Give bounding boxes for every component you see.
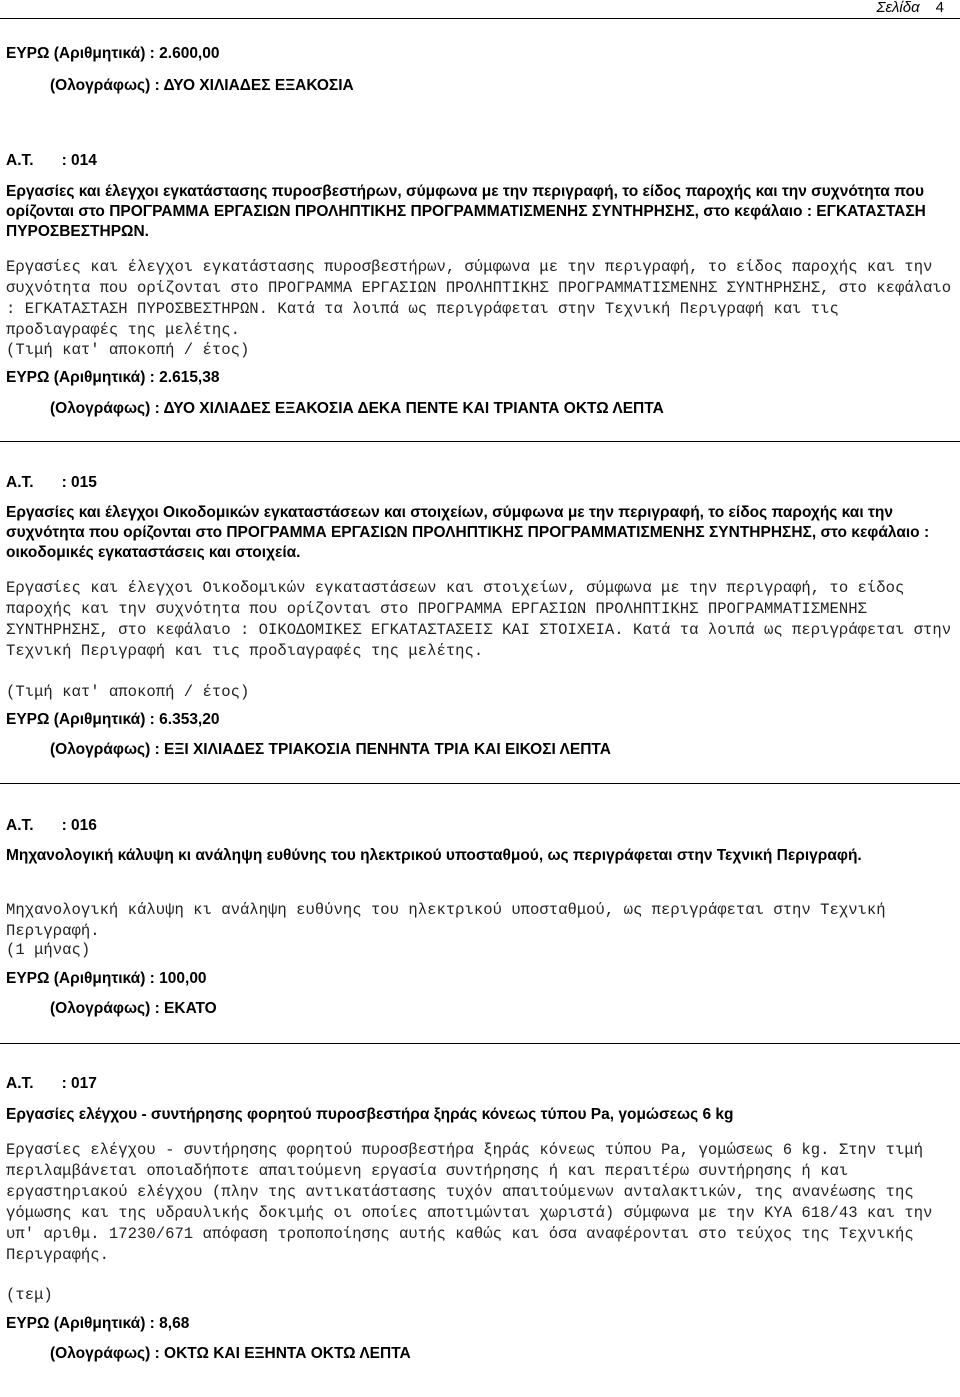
at-label: Α.Τ. bbox=[6, 152, 34, 169]
item-unit: (1 μήνας) bbox=[6, 941, 91, 959]
section-divider bbox=[0, 783, 960, 784]
item-price-numeric: ΕΥΡΩ (Αριθμητικά) : 2.615,38 bbox=[6, 369, 220, 386]
item-title: Μηχανολογική κάλυψη κι ανάληψη ευθύνης του ηλεκτρικού υποσταθμού, ως περιγράφεται στην Τεχνική Περιγραφή. bbox=[6, 847, 862, 864]
item-unit: (Τιμή κατ' αποκοπή / έτος) bbox=[6, 341, 250, 359]
previous-price-words: (Ολογράφως) : ΔΥΟ ΧΙΛΙΑΔΕΣ ΕΞΑΚΟΣΙΑ bbox=[50, 77, 354, 94]
item-unit: (Τιμή κατ' αποκοπή / έτος) bbox=[6, 683, 250, 701]
item-price-words: (Ολογράφως) : ΕΚΑΤΟ bbox=[50, 1000, 217, 1017]
item-price-words: (Ολογράφως) : ΔΥΟ ΧΙΛΙΑΔΕΣ ΕΞΑΚΟΣΙΑ ΔΕΚΑ ΠΕΝΤΕ ΚΑΙ ΤΡΙΑΝΤΑ ΟΚΤΩ ΛΕΠΤΑ bbox=[50, 400, 664, 417]
item-unit: (τεμ) bbox=[6, 1286, 53, 1304]
item-description: Εργασίες ελέγχου - συντήρησης φορητού πυροσβεστήρα ξηράς κόνεως τύπου Pa, γομώσεως 6 kg. Στην τιμή περιλαμβάνεται οποιαδήποτε απαιτούμενη εργασία συντήρησης ή και περαιτέρω συντήρησης ή και εργαστηριακού ελέγχου (πλην της αντικατάστασης τυχόν απαιτούμενων ανταλακτικών, της ανανέωσης της γόμωσης και της υδραυλικής δοκιμής οι οποίες αποτιμώνται χωριστά) σύμφωνα με την ΚΥΑ 618/43 και την υπ' αριθμ. 17230/671 απόφαση τροποποίησης αυτής καθώς και όσα αναφέρονται στο τεύχος της Τεχνικής Περιγραφής. bbox=[6, 1141, 933, 1264]
page-number: 4 bbox=[935, 0, 944, 16]
item-price-numeric: ΕΥΡΩ (Αριθμητικά) : 100,00 bbox=[6, 970, 207, 987]
item-code: : 015 bbox=[61, 474, 97, 491]
at-label: Α.Τ. bbox=[6, 1075, 34, 1092]
at-label: Α.Τ. bbox=[6, 817, 34, 834]
section-divider bbox=[0, 441, 960, 442]
item-description: Μηχανολογική κάλυψη κι ανάληψη ευθύνης του ηλεκτρικού υποσταθμού, ως περιγράφεται στην Τεχνική Περιγραφή. bbox=[6, 901, 886, 940]
item-price-words: (Ολογράφως) : ΟΚΤΩ ΚΑΙ ΕΞΗΝΤΑ ΟΚΤΩ ΛΕΠΤΑ bbox=[50, 1345, 411, 1362]
at-label: Α.Τ. bbox=[6, 474, 34, 491]
item-code-line bbox=[6, 817, 97, 835]
item-description: Εργασίες και έλεγχοι Οικοδομικών εγκαταστάσεων και στοιχείων, σύμφωνα με την περιγραφή, το είδος παροχής και την συχνότητα που ορίζονται στο ΠΡΟΓΡΑΜΜΑ ΕΡΓΑΣΙΩΝ ΠΡΟΛΗΠΤΙΚΗΣ ΠΡΟΓΡΑΜΜΑΤΙΣΜΕΝΗΣ ΣΥΝΤΗΡΗΣΗΣ, στο κεφάλαιο : ΟΙΚΟΔΟΜΙΚΕΣ ΕΓΚΑΤΑΣΤΑΣΕΙΣ ΚΑΙ ΣΤΟΙΧΕΙΑ. Κατά τα λοιπά ως περιγράφεται στην Τεχνική Περιγραφή και τις προδιαγραφές της μελέτης. bbox=[6, 579, 952, 660]
item-price-numeric: ΕΥΡΩ (Αριθμητικά) : 6.353,20 bbox=[6, 711, 220, 728]
previous-price-numeric: ΕΥΡΩ (Αριθμητικά) : 2.600,00 bbox=[6, 45, 220, 62]
section-divider bbox=[0, 1043, 960, 1044]
page-label bbox=[876, 0, 944, 16]
item-code: : 014 bbox=[61, 152, 97, 169]
item-code-line bbox=[6, 152, 97, 170]
item-code: : 017 bbox=[61, 1075, 97, 1092]
page-label-text: Σελίδα bbox=[876, 0, 920, 16]
item-title: Εργασίες ελέγχου - συντήρησης φορητού πυροσβεστήρα ξηράς κόνεως τύπου Pa, γομώσεως 6 kg bbox=[6, 1106, 734, 1123]
item-code-line bbox=[6, 474, 97, 492]
item-price-numeric: ΕΥΡΩ (Αριθμητικά) : 8,68 bbox=[6, 1315, 190, 1332]
item-price-words: (Ολογράφως) : ΕΞΙ ΧΙΛΙΑΔΕΣ ΤΡΙΑΚΟΣΙΑ ΠΕΝΗΝΤΑ ΤΡΙΑ ΚΑΙ ΕΙΚΟΣΙ ΛΕΠΤΑ bbox=[50, 741, 611, 758]
item-code-line bbox=[6, 1075, 97, 1093]
item-title: Εργασίες και έλεγχοι εγκατάστασης πυροσβεστήρων, σύμφωνα με την περιγραφή, το είδος παροχής και την συχνότητα που ορίζονται στο ΠΡΟΓΡΑΜΜΑ ΕΡΓΑΣΙΩΝ ΠΡΟΛΗΠΤΙΚΗΣ ΠΡΟΓΡΑΜΜΑΤΙΣΜΕΝΗΣ ΣΥΝΤΗΡΗΣΗΣ, στο κεφάλαιο : ΕΓΚΑΤΑΣΤΑΣΗ ΠΥΡΟΣΒΕΣΤΗΡΩΝ. bbox=[6, 183, 926, 240]
page-header bbox=[0, 0, 960, 19]
item-code: : 016 bbox=[61, 817, 97, 834]
item-title: Εργασίες και έλεγχοι Οικοδομικών εγκαταστάσεων και στοιχείων, σύμφωνα με την περιγραφή, το είδος παροχής και την συχνότητα που ορίζονται στο ΠΡΟΓΡΑΜΜΑ ΕΡΓΑΣΙΩΝ ΠΡΟΛΗΠΤΙΚΗΣ ΠΡΟΓΡΑΜΜΑΤΙΣΜΕΝΗΣ ΣΥΝΤΗΡΗΣΗΣ, στο κεφάλαιο : οικοδομικές εγκαταστάσεις και στοιχεία. bbox=[6, 504, 930, 561]
item-description: Εργασίες και έλεγχοι εγκατάστασης πυροσβεστήρων, σύμφωνα με την περιγραφή, το είδος παροχής και την συχνότητα που ορίζονται στο ΠΡΟΓΡΑΜΜΑ ΕΡΓΑΣΙΩΝ ΠΡΟΛΗΠΤΙΚΗΣ ΠΡΟΓΡΑΜΜΑΤΙΣΜΕΝΗΣ ΣΥΝΤΗΡΗΣΗΣ, στο κεφάλαιο : ΕΓΚΑΤΑΣΤΑΣΗ ΠΥΡΟΣΒΕΣΤΗΡΩΝ. Κατά τα λοιπά ως περιγράφεται στην Τεχνική Περιγραφή και τις προδιαγραφές της μελέτης. bbox=[6, 258, 952, 339]
